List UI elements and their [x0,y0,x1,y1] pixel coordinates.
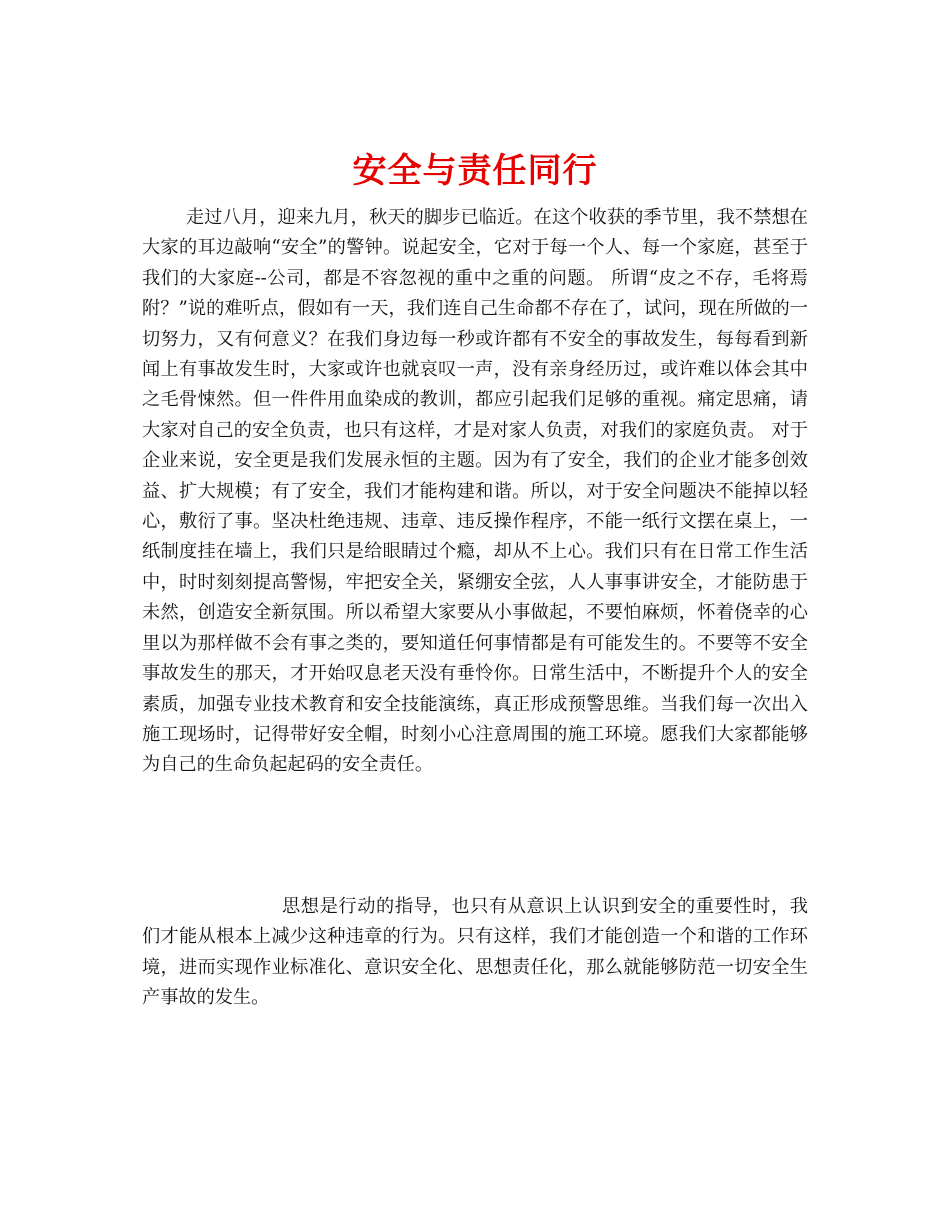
body-paragraph-1: 走过八月，迎来九月，秋天的脚步已临近。在这个收获的季节里，我不禁想在大家的耳边敲响“安全”的警钟。说起安全，它对于每一个人、每一个家庭，甚至于我们的大家庭--公司，都是不容忽视的重中之重的问题。 所谓“皮之不存，毛将焉附？”说的难听点，假如有一天，我们连自己生命都不存在了，试问，现在所做的一切努力，又有何意义？在我们身边每一秒或许都有不安全的事故发生，每每看到新闻上有事故发生时，大家或许也就哀叹一声，没有亲身经历过，或许难以体会其中之毛骨悚然。但一件件用血染成的教训，都应引起我们足够的重视。痛定思痛，请大家对自己的安全负责，也只有这样，才是对家人负责，对我们的家庭负责。 对于企业来说，安全更是我们发展永恒的主题。因为有了安全，我们的企业才能多创效益、扩大规模；有了安全，我们才能构建和谐。所以，对于安全问题决不能掉以轻心，敷衍了事。坚决杜绝违规、违章、违反操作程序，不能一纸行文摆在桌上，一纸制度挂在墙上，我们只是给眼睛过个瘾，却从不上心。我们只有在日常工作生活中，时时刻刻提高警惕，牢把安全关，紧绷安全弦，人人事事讲安全，才能防患于未然，创造安全新氛围。所以希望大家要从小事做起，不要怕麻烦，怀着侥幸的心里以为那样做不会有事之类的，要知道任何事情都是有可能发生的。不要等不安全事故发生的那天，才开始叹息老天没有垂怜你。日常生活中，不断提升个人的安全素质，加强专业技术教育和安全技能演练，真正形成预警思维。当我们每一次出入施工现场时，记得带好安全帽，时刻小心注意周围的施工环境。愿我们大家都能够为自己的生命负起起码的安全责任。 [142,207,808,776]
document-title: 安全与责任同行 [352,150,598,191]
body-paragraph-2: 思想是行动的指导，也只有从意识上认识到安全的重要性时，我们才能从根本上减少这种违章的行为。只有这样，我们才能创造一个和谐的工作环境，进而实现作业标准化、意识安全化、思想责任化，那么就能够防范一切安全生产事故的发生。 [142,896,808,1009]
